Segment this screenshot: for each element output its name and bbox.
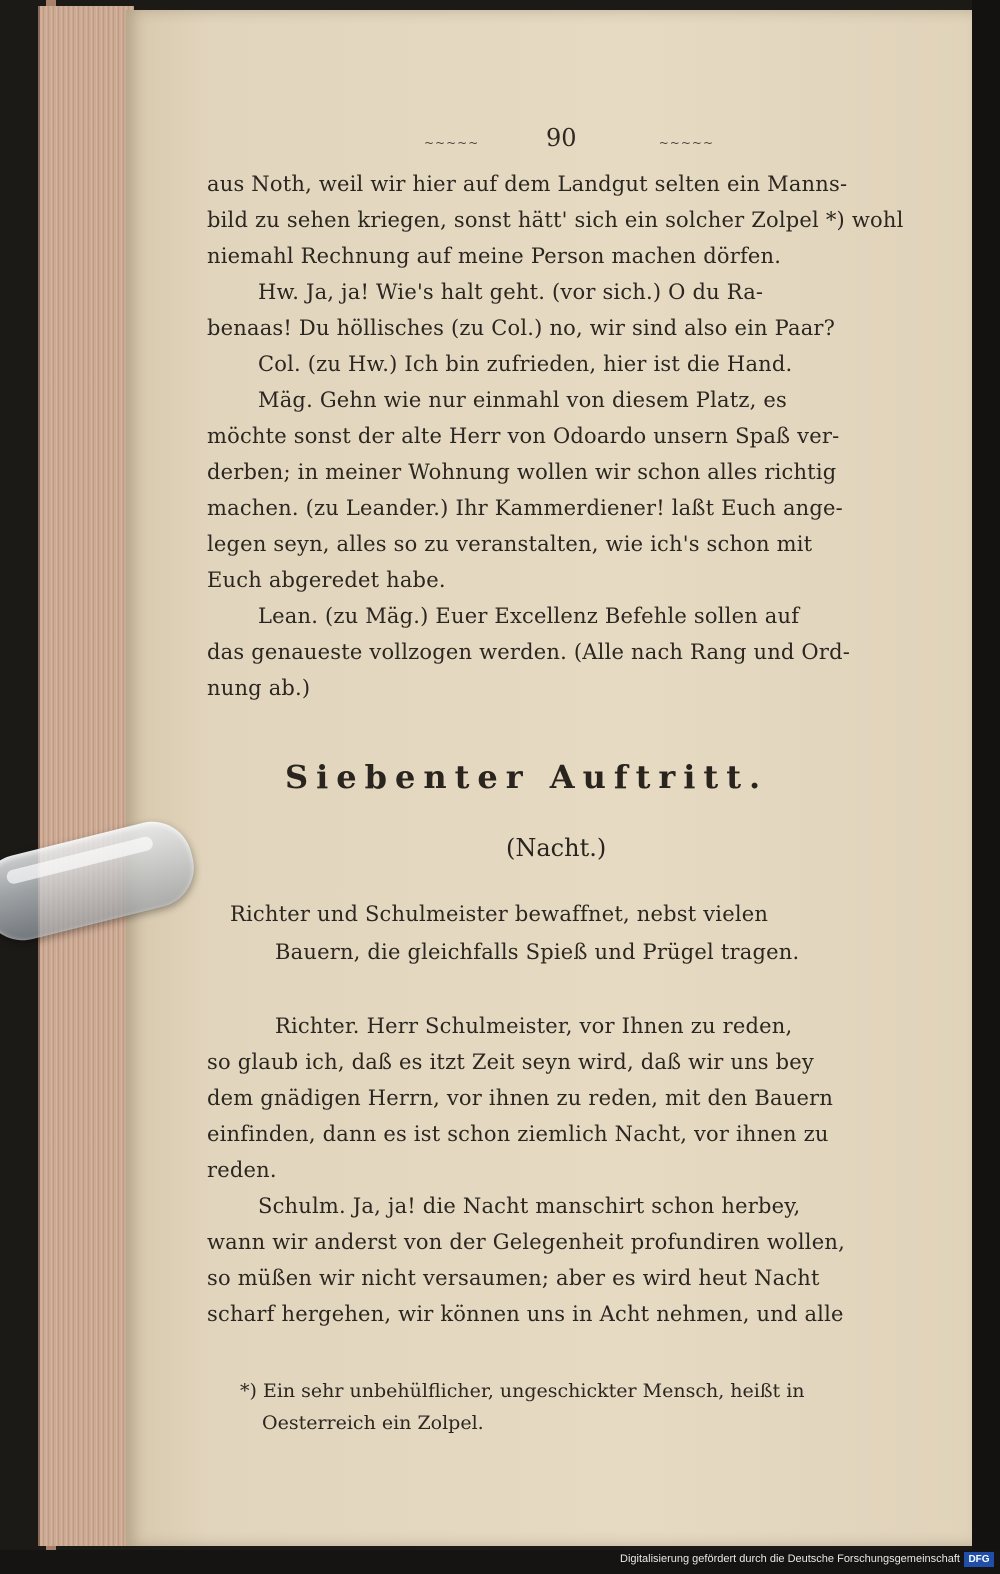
text-line: machen. (zu Leander.) Ihr Kammerdiener! laßt Euch ange- <box>207 496 843 520</box>
footnote-divider <box>210 1346 915 1347</box>
header-ornament-left: ~~~~~ <box>424 136 480 150</box>
text-line: Euch abgeredet habe. <box>207 568 446 592</box>
stage-direction: Bauern, die gleichfalls Spieß und Prügel tragen. <box>275 940 800 964</box>
stage-direction: Richter und Schulmeister bewaffnet, nebst vielen <box>230 902 769 926</box>
text-line: Mäg. Gehn wie nur einmahl von diesem Platz, es <box>258 388 788 412</box>
text-line: Richter. Herr Schulmeister, vor Ihnen zu reden, <box>275 1014 793 1038</box>
text-line: wann wir anderst von der Gelegenheit profundiren wollen, <box>207 1230 845 1254</box>
text-line: scharf hergehen, wir können uns in Acht nehmen, und alle <box>207 1302 844 1326</box>
text-line: derben; in meiner Wohnung wollen wir schon alles richtig <box>207 460 837 484</box>
text-line: Hw. Ja, ja! Wie's halt geht. (vor sich.) O du Ra- <box>258 280 764 304</box>
text-line: bild zu sehen kriegen, sonst hätt' sich ein solcher Zolpel *) wohl <box>207 208 904 232</box>
footnote-line: Oesterreich ein Zolpel. <box>262 1412 484 1434</box>
text-line: aus Noth, weil wir hier auf dem Landgut selten ein Manns- <box>207 172 848 196</box>
book-gutter <box>972 0 1000 1574</box>
text-line: das genaueste vollzogen werden. (Alle nach Rang und Ord- <box>207 640 851 664</box>
dfg-logo: DFG <box>964 1552 994 1567</box>
text-line: dem gnädigen Herrn, vor ihnen zu reden, mit den Bauern <box>207 1086 834 1110</box>
text-line: niemahl Rechnung auf meine Person machen dörfen. <box>207 244 782 268</box>
text-line: Schulm. Ja, ja! die Nacht manschirt schon herbey, <box>258 1194 801 1218</box>
header-ornament-right: ~~~~~ <box>658 136 714 150</box>
text-line: benaas! Du höllisches (zu Col.) no, wir sind also ein Paar? <box>207 316 836 340</box>
text-line: möchte sonst der alte Herr von Odoardo unsern Spaß ver- <box>207 424 840 448</box>
scene-heading: Siebenter Auftritt. <box>285 758 769 796</box>
text-line: Col. (zu Hw.) Ich bin zufrieden, hier ist die Hand. <box>258 352 793 376</box>
page-number: 90 <box>546 124 577 152</box>
text-line: legen seyn, alles so zu veranstalten, wie ich's schon mit <box>207 532 813 556</box>
text-line: nung ab.) <box>207 676 311 700</box>
digitization-credit: Digitalisierung gefördert durch die Deutsche Forschungsgemeinschaft <box>620 1553 960 1565</box>
text-line: reden. <box>207 1158 277 1182</box>
page-header <box>424 124 714 158</box>
text-line: so müßen wir nicht versaumen; aber es wird heut Nacht <box>207 1266 820 1290</box>
text-line: einfinden, dann es ist schon ziemlich Nacht, vor ihnen zu <box>207 1122 829 1146</box>
glass-reflection <box>5 835 154 885</box>
text-line: so glaub ich, daß es itzt Zeit seyn wird, daß wir uns bey <box>207 1050 814 1074</box>
text-line: Lean. (zu Mäg.) Euer Excellenz Befehle sollen auf <box>258 604 800 628</box>
book-page-edges <box>38 6 134 1546</box>
scene-setting: (Nacht.) <box>506 834 607 862</box>
footnote-line: *) Ein sehr unbehülflicher, ungeschickter Mensch, heißt in <box>240 1380 805 1402</box>
